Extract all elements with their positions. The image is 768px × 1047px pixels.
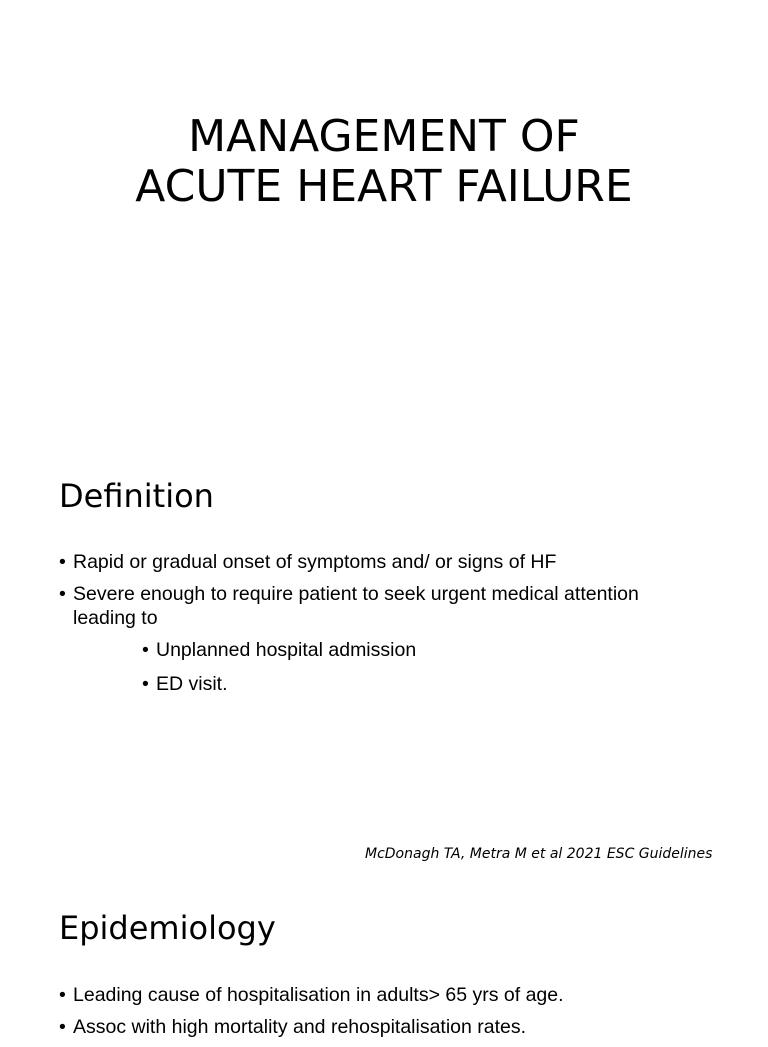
bullet-item: • Rapid or gradual onset of symptoms and/ or signs of HF [59,550,699,574]
citation: McDonagh TA, Metra M et al 2021 ESC Guidelines [365,846,713,862]
sub-bullet-item: • Unplanned hospital admission [142,638,699,662]
bullet-item: • Leading cause of hospitalisation in adults> 65 yrs of age. [59,983,699,1007]
bullet-item: • Severe enough to require patient to seek urgent medical attention leading to [59,582,699,630]
slide-heading: Definition [59,477,214,515]
title-line-1: MANAGEMENT OF [188,111,580,162]
bullet-item: • Assoc with high mortality and rehospitalisation rates. [59,1015,699,1039]
slide-title [0,112,768,212]
bullet-list [59,983,699,1047]
slide-heading: Epidemiology [59,909,276,947]
sub-bullet-item: • ED visit. [142,672,699,696]
epidemiology-slide [0,864,768,1038]
title-line-2: ACUTE HEART FAILURE [135,161,633,212]
citation-clip [0,432,768,864]
title-slide [0,0,768,432]
definition-slide [0,432,768,864]
